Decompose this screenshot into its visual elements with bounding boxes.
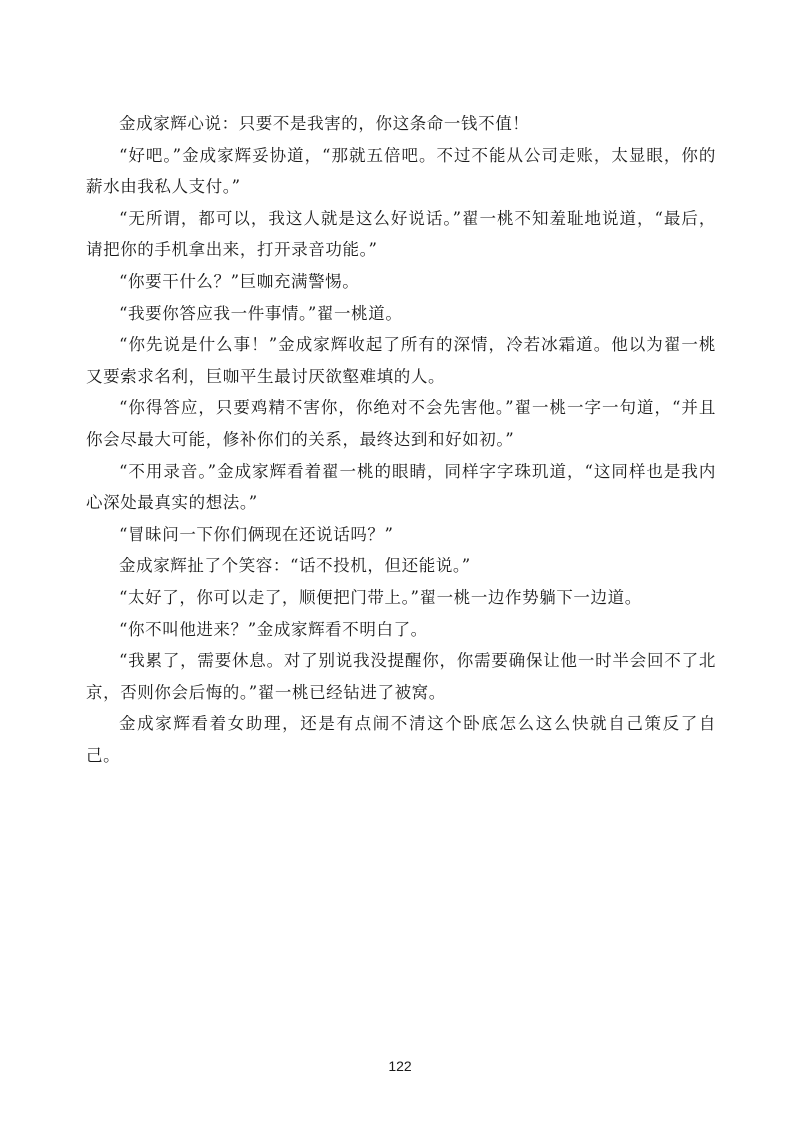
paragraph-6: “你先说是什么事！”金成家辉收起了所有的深情，冷若冰霜道。他以为翟一桃又要索求名利，巨咖平生最讨厌欲壑难填的人。: [86, 335, 716, 386]
paragraph-8: “不用录音。”金成家辉看着翟一桃的眼睛，同样字字珠玑道，“这同样也是我内心深处最真实的想法。”: [86, 461, 716, 513]
paragraph-7: “你得答应，只要鸡精不害你，你绝对不会先害他。”翟一桃一字一句道，“并且你会尽最大可能，修补你们的关系，最终达到和好如初。”: [86, 398, 716, 449]
paragraph-4: “你要干什么？”巨咖充满警惕。: [119, 271, 360, 291]
paragraph-10: 金成家辉扯了个笑容：“话不投机，但还能说。”: [119, 556, 471, 576]
body-text: [86, 108, 716, 771]
paragraph-2: “好吧。”金成家辉妥协道，“那就五倍吧。不过不能从公司走账，太显眼，你的薪水由我私人支付。”: [86, 145, 716, 197]
paragraph-12: “你不叫他进来？”金成家辉看不明白了。: [119, 619, 428, 639]
paragraph-3: “无所谓，都可以，我这人就是这么好说话。”翟一桃不知羞耻地说道，“最后，请把你的手机拿出来，打开录音功能。”: [86, 208, 716, 260]
paragraph-14: 金成家辉看着女助理，还是有点闹不清这个卧底怎么这么快就自己策反了自己。: [86, 714, 716, 765]
paragraph-11: “太好了，你可以走了，顺便把门带上。”翟一桃一边作势躺下一边道。: [119, 587, 642, 607]
page-number: 122: [388, 1058, 412, 1074]
paragraph-9: “冒昧问一下你们俩现在还说话吗？”: [119, 524, 394, 544]
paragraph-1: 金成家辉心说：只要不是我害的，你这条命一钱不值！: [119, 114, 530, 133]
paragraph-5: “我要你答应我一件事情。”翟一桃道。: [119, 303, 403, 323]
paragraph-13: “我累了，需要休息。对了别说我没提醒你，你需要确保让他一时半会回不了北京，否则你会后悔的。”翟一桃已经钻进了被窝。: [86, 651, 716, 702]
